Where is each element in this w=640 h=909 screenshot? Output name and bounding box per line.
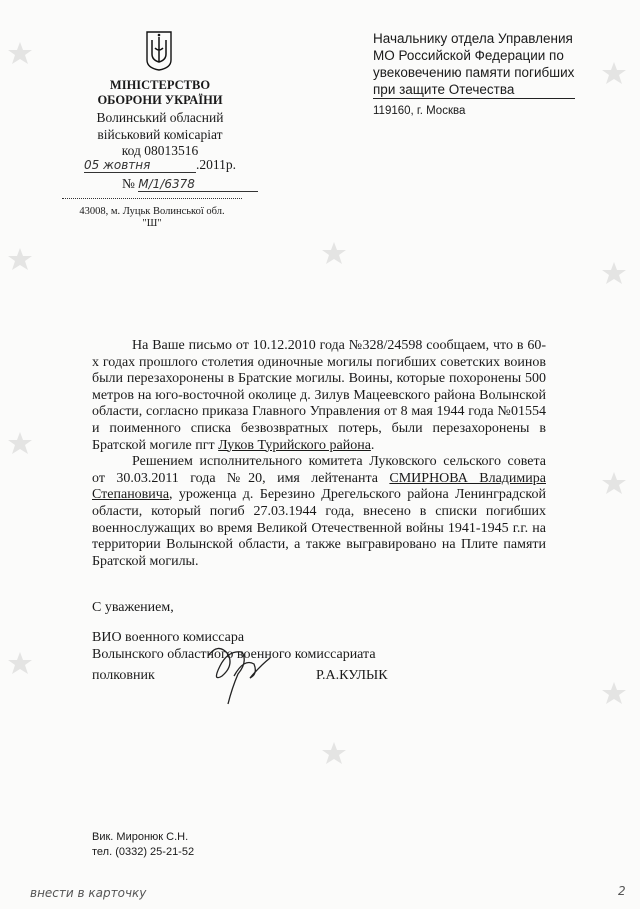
regards: С уважением, <box>92 600 174 615</box>
watermark-stamp-icon <box>6 430 34 458</box>
watermark-stamp-icon <box>6 40 34 68</box>
sender-address: 43008, м. Луцьк Волинської обл. "Ш" <box>79 206 225 229</box>
signatory-rank: полковник <box>92 668 155 683</box>
recipient-address: 119160, г. Москва <box>373 105 466 117</box>
recipient-divider <box>373 98 575 99</box>
executor-name: Вик. Миронюк С.Н. <box>92 831 189 843</box>
recipient-block: Начальнику отдела Управления МО Российской Федерации по увековечению памяти погибших при защите Отечества <box>373 31 575 97</box>
letter-body <box>92 338 546 570</box>
watermark-stamp-icon <box>320 240 348 268</box>
watermark-stamp-icon <box>600 60 628 88</box>
burial-place: Луков Турийского района <box>218 437 371 453</box>
separator <box>62 198 242 199</box>
handwritten-date: 05 жовтня <box>84 158 196 173</box>
executor-phone: тел. (0332) 25-21-52 <box>92 846 195 858</box>
soldier-name: СМИРНОВА Владимира Степановича <box>92 470 546 503</box>
page-number: 2 <box>618 884 626 898</box>
handwritten-signature <box>198 636 282 708</box>
watermark-stamp-icon <box>600 680 628 708</box>
ministry-name: МІНІСТЕРСТВО ОБОРОНИ УКРАЇНИ <box>97 78 223 107</box>
signatory-name: Р.А.КУЛЫК <box>316 668 388 683</box>
number-label: № <box>122 176 135 191</box>
watermark-stamp-icon <box>600 470 628 498</box>
trident-emblem-icon <box>144 28 174 72</box>
paragraph-1: На Ваше письмо от 10.12.2010 года №328/24598 сообщаем, что в 60-х годах прошлого столетия одиночные могилы погибших советских воинов были перезахоронены в Братские могилы. Воины, которые похоронены 500 метров на юго-восточной околице д. Зилув Мацеевского района Волынской области, согласно приказа Главного Управления от 8 мая 1944 года №01554 и поименного списка безвозвратных потерь, были перезахоронены в Братской могиле пгт Луков Турийского района. <box>92 338 546 453</box>
watermark-stamp-icon <box>320 740 348 768</box>
handwritten-number: М/1/6378 <box>138 177 258 192</box>
outgoing-date <box>84 157 236 173</box>
outgoing-number <box>122 176 258 192</box>
date-suffix: .2011р. <box>196 157 236 172</box>
paragraph-2: Решением исполнительного комитета Луковского сельского совета от 30.03.2011 года №20, имя лейтенанта СМИРНОВА Владимира Степановича, уроженца д. Березино Дрегельского района Ленинградской области, который погиб 27.03.1944 года, внесено в списки погибших военнослужащих во время Великой Отечественной войны 1941-1945 г.г. на территории Волынской области, а также выгравировано на Плите памяти Братской могилы. <box>92 454 546 569</box>
commissariat-name: Волинський обласний військовий комісаріат <box>96 110 224 142</box>
watermark-stamp-icon <box>600 260 628 288</box>
watermark-stamp-icon <box>6 246 34 274</box>
signatory-position: ВИО военного комиссара Волынского областного военного комиссариата <box>92 630 376 662</box>
handwritten-note: внести в карточку <box>30 886 147 900</box>
executor-info <box>92 830 194 860</box>
organization-code: код 08013516 <box>121 143 199 158</box>
watermark-stamp-icon <box>6 650 34 678</box>
